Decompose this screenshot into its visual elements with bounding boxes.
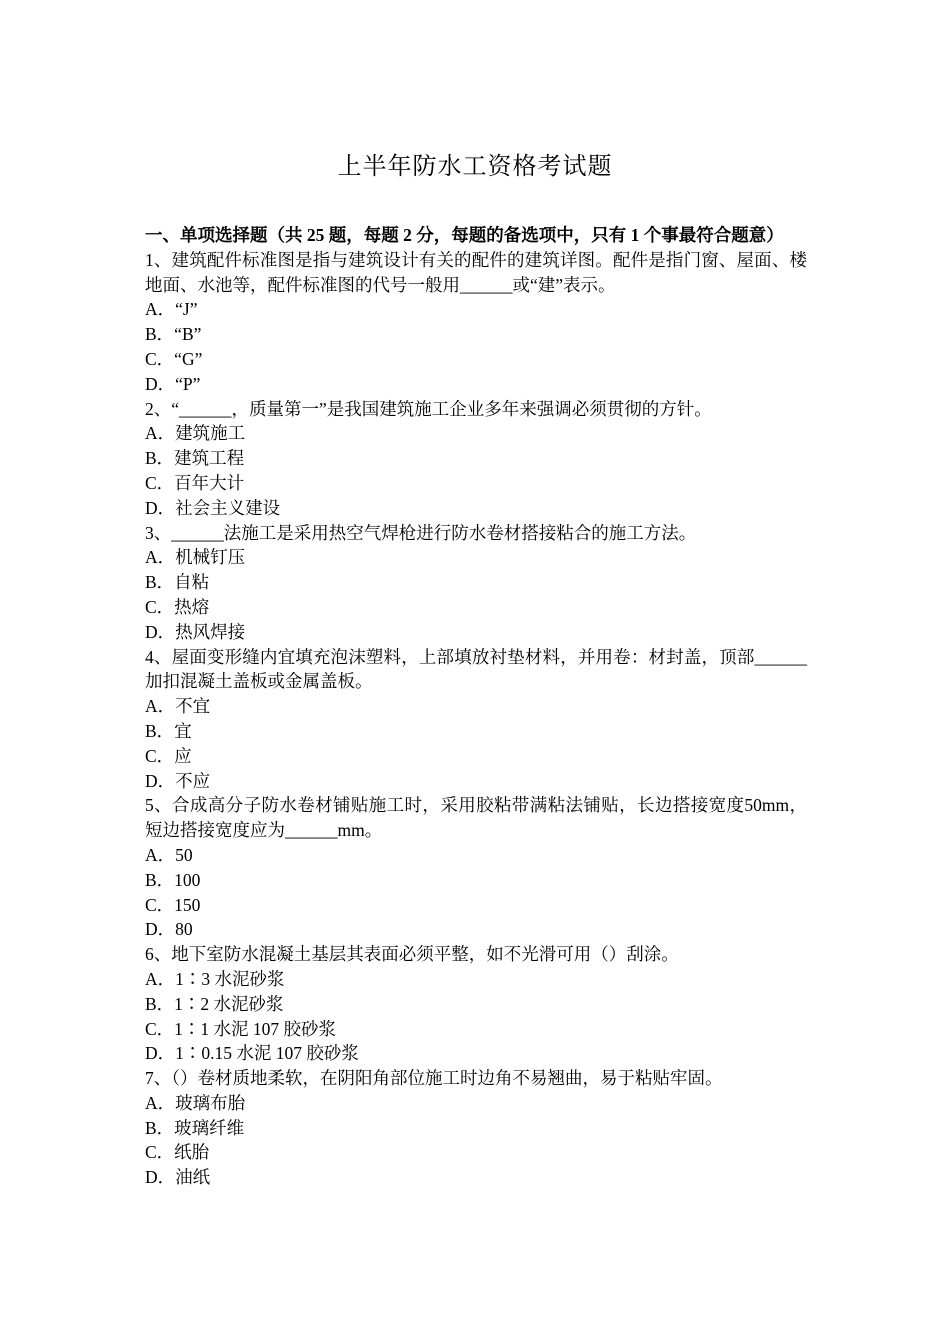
question-stem: 2、“______，质量第一”是我国建筑施工企业多年来强调必须贯彻的方针。	[145, 398, 712, 419]
question-option: C．热熔	[145, 596, 210, 617]
question-option: C．150	[145, 894, 201, 915]
question-option: D．油纸	[145, 1167, 211, 1188]
question-stem: 4、屋面变形缝内宜填充泡沫塑料，上部填放衬垫材料，并用卷：材封盖，顶部______加扣混凝土盖板或金属盖板。	[145, 646, 807, 692]
question-stem: 1、建筑配件标准图是指与建筑设计有关的配件的建筑详图。配件是指门窗、屋面、楼地面、水池等，配件标准图的代号一般用______或“建”表示。	[145, 249, 807, 295]
question-option: C．百年大计	[145, 472, 245, 493]
question-stem: 3、______法施工是采用热空气焊枪进行防水卷材搭接粘合的施工方法。	[145, 522, 697, 543]
question-option: B．自粘	[145, 572, 210, 593]
question-option: B．1∶2 水泥砂浆	[145, 993, 284, 1014]
question-option: D．80	[145, 919, 193, 940]
question-option: B．建筑工程	[145, 448, 245, 469]
document-title: 上半年防水工资格考试题	[337, 154, 613, 180]
question-option: A．建筑施工	[145, 423, 246, 444]
question-option: A．1∶3 水泥砂浆	[145, 968, 285, 989]
question-option: B．宜	[145, 720, 192, 741]
question-option: C．应	[145, 745, 192, 766]
question-option: A．50	[145, 844, 193, 865]
document-body	[145, 223, 807, 1190]
question-option: C．纸胎	[145, 1142, 210, 1163]
question-option: A．“J”	[145, 299, 198, 320]
question-stem: 7、（）卷材质地柔软，在阴阳角部位施工时边角不易翘曲，易于粘贴牢固。	[145, 1068, 723, 1089]
question-option: A．玻璃布胎	[145, 1092, 246, 1113]
question-option: C．1∶1 水泥 107 胶砂浆	[145, 1018, 337, 1039]
question-option: A．机械钉压	[145, 547, 246, 568]
question-option: D．不应	[145, 770, 211, 791]
question-option: D．热风焊接	[145, 621, 246, 642]
question-option: D．1∶0.15 水泥 107 胶砂浆	[145, 1043, 359, 1064]
question-option: D．社会主义建设	[145, 497, 281, 518]
question-option: A．不宜	[145, 696, 211, 717]
question-option: D．“P”	[145, 373, 201, 394]
question-option: C．“G”	[145, 348, 203, 369]
question-stem: 5、合成高分子防水卷材铺贴施工时，采用胶粘带满粘法铺贴，长边搭接宽度50mm，短边搭接宽度应为______mm。	[145, 795, 807, 841]
question-stem: 6、地下室防水混凝土基层其表面必须平整，如不光滑可用（）刮涂。	[145, 944, 679, 965]
question-option: B．玻璃纤维	[145, 1117, 245, 1138]
question-option: B．“B”	[145, 324, 202, 345]
question-option: B．100	[145, 869, 201, 890]
section-heading: 一、单项选择题（共 25 题，每题 2 分，每题的备选项中，只有 1 个事最符合题意）	[145, 225, 784, 245]
